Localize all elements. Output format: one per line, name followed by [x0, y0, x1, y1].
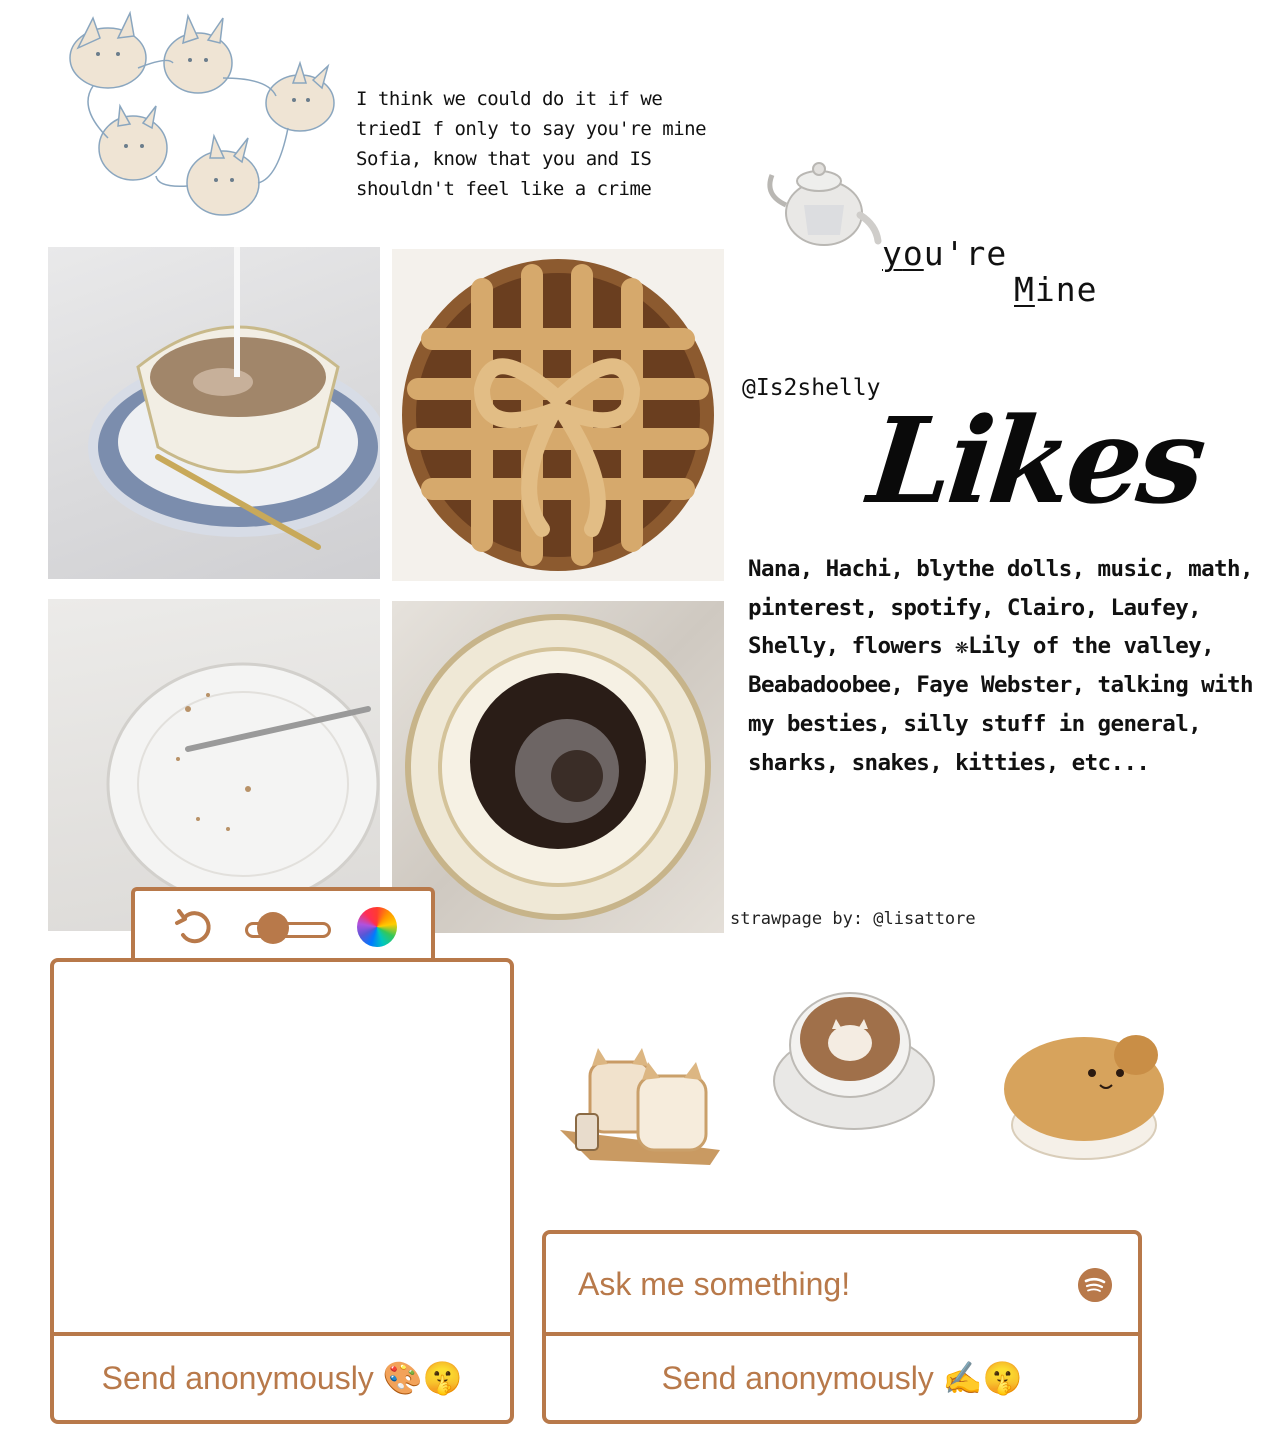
youre-underlined-y: y	[882, 234, 903, 273]
likes-heading: Likes	[862, 391, 1209, 530]
bunny-circle-drawing	[38, 8, 348, 233]
color-wheel-icon[interactable]	[357, 907, 397, 947]
strawpage-credit[interactable]: strawpage by: @lisattore	[730, 909, 976, 929]
mine-underlined-m: M	[1014, 270, 1035, 309]
brush-size-slider-handle[interactable]	[257, 912, 289, 944]
send-drawing-button[interactable]: Send anonymously 🎨🤫	[101, 1360, 463, 1396]
drawing-canvas[interactable]	[54, 962, 510, 1336]
drawing-toolbar	[131, 887, 435, 963]
youre-text: you're	[882, 234, 1008, 273]
youre-underlined-o: o	[902, 234, 924, 273]
cream-puff-dog-image	[996, 1015, 1171, 1165]
spotify-icon[interactable]	[1078, 1268, 1112, 1302]
cat-latte-image	[770, 985, 938, 1133]
mine-text: Mine	[1014, 270, 1098, 309]
profile-handle: @Is2shelly	[742, 375, 881, 401]
ask-panel	[542, 1230, 1142, 1424]
ask-input[interactable]	[578, 1264, 1048, 1304]
ask-input-row	[546, 1234, 1138, 1336]
drawing-panel	[50, 958, 514, 1424]
undo-icon[interactable]	[171, 905, 215, 949]
cat-bread-image	[550, 1040, 732, 1170]
likes-list: Nana, Hachi, blythe dolls, music, math, pinterest, spotify, Clairo, Laufey, Shelly, flowers ❋Lily of the valley, Beabadoobee, Faye Webster, talking with my besties, silly stuff in general, sharks, snakes, kitties, etc...	[748, 556, 1253, 776]
send-question-button[interactable]: Send anonymously ✍️🤫	[661, 1360, 1023, 1396]
photo-teacup-milk	[48, 247, 380, 579]
lyrics-text: I think we could do it if we triedI f only to say you're mine Sofia, know that you and IS shouldn't feel like a crime	[356, 88, 707, 200]
photo-coffee-cup	[392, 601, 724, 933]
photo-lattice-pie	[392, 249, 724, 581]
photo-empty-plate	[48, 599, 380, 931]
teapot-image	[764, 145, 882, 260]
